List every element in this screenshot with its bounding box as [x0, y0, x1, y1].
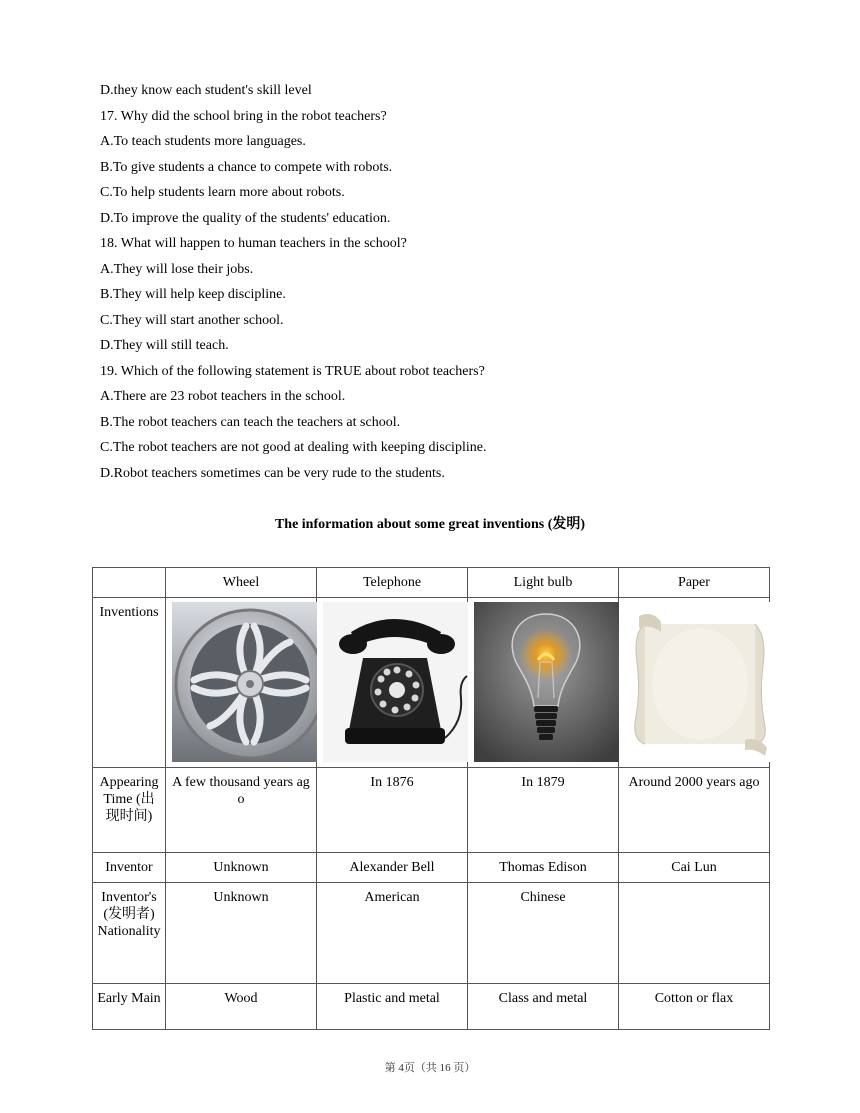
row-label-early-main: Early Main: [93, 984, 166, 1030]
table-cell: Plastic and metal: [317, 984, 468, 1030]
table-header-row: [93, 568, 770, 598]
table-row: [93, 883, 770, 984]
question-line: C.The robot teachers are not good at dealing with keeping discipline.: [100, 440, 487, 455]
telephone-image-cell: [317, 598, 468, 768]
table-cell: Unknown: [166, 883, 317, 984]
table-cell: [619, 883, 770, 984]
row-label-inventions: Inventions: [93, 598, 166, 768]
header-cell-light-bulb: Light bulb: [468, 568, 619, 598]
inventions-image-row: [93, 598, 770, 768]
table-cell: Chinese: [468, 883, 619, 984]
table-cell: Cai Lun: [619, 853, 770, 883]
question-line: D.Robot teachers sometimes can be very rude to the students.: [100, 465, 445, 481]
question-line: A.To teach students more languages.: [100, 134, 306, 149]
table-cell: American: [317, 883, 468, 984]
table-cell: In 1879: [468, 768, 619, 853]
table-cell: Around 2000 years ago: [619, 768, 770, 853]
paper-scroll-image-cell: [619, 598, 770, 768]
table-cell: Alexander Bell: [317, 853, 468, 883]
wheel-image-cell: [166, 598, 317, 768]
question-line: D.they know each student's skill level: [100, 83, 312, 98]
question-line: C.To help students learn more about robots.: [100, 185, 345, 200]
question-line: C.They will start another school.: [100, 312, 284, 328]
header-cell-empty: [93, 568, 166, 598]
inventions-table: [92, 567, 770, 1030]
table-cell: Wood: [166, 984, 317, 1030]
table-title: The information about some great inventions (发明): [274, 517, 586, 532]
table-cell: Cotton or flax: [619, 984, 770, 1030]
page-footer: 第 4页（共 16 页）: [384, 1062, 476, 1074]
table-cell: Unknown: [166, 853, 317, 883]
question-line: 19. Which of the following statement is TRUE about robot teachers?: [100, 363, 485, 379]
header-cell-wheel: Wheel: [166, 568, 317, 598]
question-line: A.There are 23 robot teachers in the school.: [100, 389, 346, 404]
question-line: 18. What will happen to human teachers in the school?: [100, 236, 407, 251]
question-line: A.They will lose their jobs.: [100, 261, 254, 277]
table-row: [93, 984, 770, 1030]
telephone-image: [323, 602, 468, 762]
question-line: B.They will help keep discipline.: [100, 287, 286, 302]
table-cell: Class and metal: [468, 984, 619, 1030]
table-cell: In 1876: [317, 768, 468, 853]
light-bulb-image-cell: [468, 598, 619, 768]
question-list: [100, 78, 800, 486]
table-cell: Thomas Edison: [468, 853, 619, 883]
row-label-inventor: Inventor: [93, 853, 166, 883]
question-line: D.They will still teach.: [100, 338, 229, 353]
paper-scroll-image: [625, 602, 770, 762]
question-line: B.To give students a chance to compete with robots.: [100, 159, 393, 175]
table-row: [93, 853, 770, 883]
header-cell-telephone: Telephone: [317, 568, 468, 598]
table-cell: A few thousand years ago: [166, 768, 317, 853]
wheel-image: [172, 602, 317, 762]
header-cell-paper: Paper: [619, 568, 770, 598]
row-label-nationality: Inventor's (发明者) Nationality: [93, 883, 166, 984]
question-line: D.To improve the quality of the students' education.: [100, 210, 391, 226]
row-label-appearing-time: Appearing Time (出现时间): [93, 768, 166, 853]
question-line: 17. Why did the school bring in the robot teachers?: [100, 108, 387, 124]
question-line: B.The robot teachers can teach the teachers at school.: [100, 414, 401, 430]
table-row: [93, 768, 770, 853]
light-bulb-image: [474, 602, 619, 762]
